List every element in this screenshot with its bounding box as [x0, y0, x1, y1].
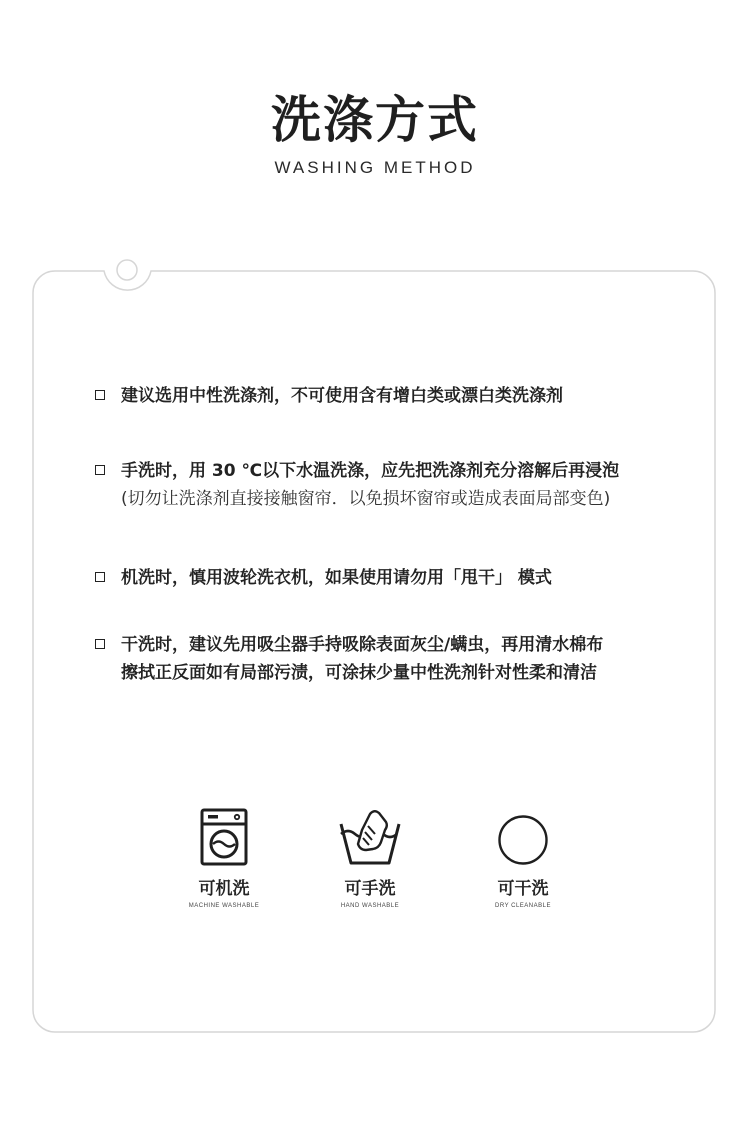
care-icon-hand-wash	[295, 808, 445, 909]
care-icon-machine-wash	[149, 808, 299, 909]
page-title: 洗涤方式	[271, 91, 479, 149]
instruction-item	[95, 382, 695, 410]
care-icon-label: 可干洗	[497, 879, 549, 899]
care-icon-sublabel: HAND WASHABLE	[340, 903, 400, 909]
checkbox-icon	[95, 465, 105, 475]
care-icon-label: 可机洗	[198, 879, 250, 899]
hanger-hole-icon	[117, 260, 137, 280]
instruction-note: (切勿让洗涤剂直接接触窗帘．以免损坏窗帘或造成表面局部变色)	[121, 489, 611, 509]
checkbox-icon	[95, 639, 105, 649]
dry-clean-icon	[495, 808, 551, 866]
care-icon-sublabel: MACHINE WASHABLE	[188, 903, 260, 909]
instruction-text: 干洗时，建议先用吸尘器手持吸除表面灰尘/螨虫，再用清水棉布	[121, 635, 604, 655]
instruction-item	[95, 631, 695, 687]
checkbox-icon	[95, 572, 105, 582]
care-icon-sublabel: DRY CLEANABLE	[495, 903, 551, 909]
care-icon-label: 可手洗	[344, 879, 396, 899]
instruction-item	[95, 564, 695, 592]
page-subtitle: WASHING METHOD	[274, 158, 476, 177]
washing-machine-icon	[200, 808, 248, 866]
instruction-text: 机洗时，慎用波轮洗衣机，如果使用请勿用「甩干」 模式	[121, 568, 552, 588]
instruction-text: 擦拭正反面如有局部污渍，可涂抹少量中性洗剂针对性柔和清洁	[121, 663, 597, 683]
checkbox-icon	[95, 390, 105, 400]
instruction-text: 手洗时，用 30 ℃以下水温洗涤，应先把洗涤剂充分溶解后再浸泡	[121, 461, 620, 481]
hand-wash-icon	[338, 808, 402, 866]
care-icon-dry-clean	[448, 808, 598, 909]
instruction-item	[95, 457, 695, 513]
instruction-text: 建议选用中性洗涤剂，不可使用含有增白类或漂白类洗涤剂	[121, 386, 563, 406]
